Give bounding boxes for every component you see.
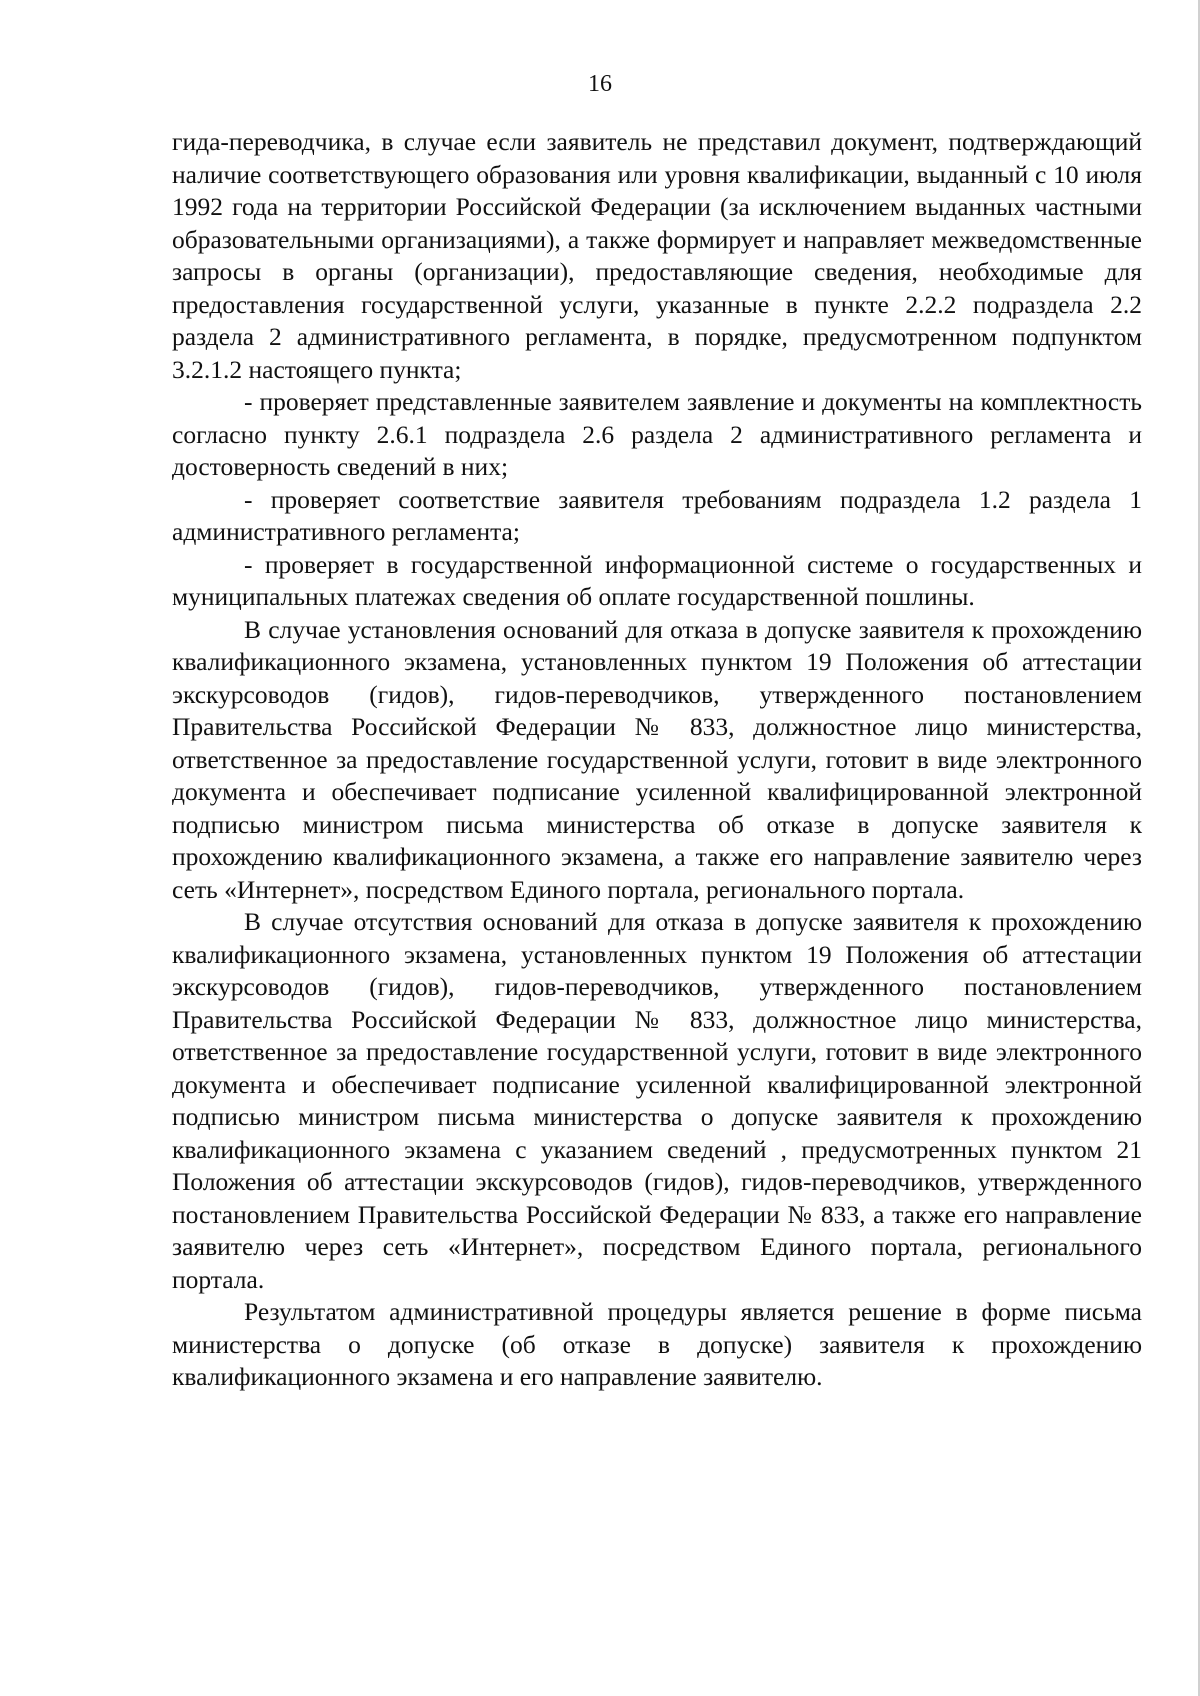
paragraph-continuation: гида-переводчика, в случае если заявитель не представил документ, подтверждающий наличие соответствующего образования или уровня квалификации, выданный с 10 июля 1992 года на территории Российской Федерации (за исключением выданных частными образовательными организациями), а также формирует и направляет межведомственные запросы в органы (организации), предоставляющие сведения, необходимые для предоставления государственной услуги, указанные в пункте 2.2.2 подраздела 2.2 раздела 2 административного регламента, в порядке, предусмотренном подпунктом 3.2.1.2 настоящего пункта; — [172, 127, 1142, 384]
list-item-check-payment: - проверяет в государственной информационной системе о государственных и муниципальных платежах сведения об оплате государственной пошлины. — [172, 549, 1142, 611]
list-item-check-compliance: - проверяет соответствие заявителя требованиям подраздела 1.2 раздела 1 административного регламента; — [172, 484, 1142, 546]
document-body — [172, 126, 1142, 1394]
paragraph-admission-case: В случае отсутствия оснований для отказа в допуске заявителя к прохождению квалификационного экзамена, установленных пунктом 19 Положения об аттестации экскурсоводов (гидов), гидов-переводчиков, утвержденного постановлением Правительства Российской Федерации № 833, должностное лицо министерства, ответственное за предоставление государственной услуги, готовит в виде электронного документа и обеспечивает подписание усиленной квалифицированной электронной подписью министром письма министерства о допуске заявителя к прохождению квалификационного экзамена с указанием сведений , предусмотренных пунктом 21 Положения об аттестации экскурсоводов (гидов), гидов-переводчиков, утвержденного постановлением Правительства Российской Федерации № 833, а также его направление заявителю через сеть «Интернет», посредством Единого портала, регионального портала. — [172, 907, 1142, 1294]
paragraph-result: Результатом административной процедуры является решение в форме письма министерства о допуске (об отказе в допуске) заявителя к прохождению квалификационного экзамена и его направление заявителю. — [172, 1297, 1142, 1391]
paragraph-refusal-case: В случае установления оснований для отказа в допуске заявителя к прохождению квалификационного экзамена, установленных пунктом 19 Положения об аттестации экскурсоводов (гидов), гидов-переводчиков, утвержденного постановлением Правительства Российской Федерации № 833, должностное лицо министерства, ответственное за предоставление государственной услуги, готовит в виде электронного документа и обеспечивает подписание усиленной квалифицированной электронной подписью министром письма министерства об отказе в допуске заявителя к прохождению квалификационного экзамена, а также его направление заявителю через сеть «Интернет», посредством Единого портала, регионального портала. — [172, 614, 1142, 904]
page-number: 16 — [588, 71, 612, 97]
list-item-check-completeness: - проверяет представленные заявителем заявление и документы на комплектность согласно пункту 2.6.1 подраздела 2.6 раздела 2 административного регламента и достоверность сведений в них; — [172, 387, 1142, 481]
